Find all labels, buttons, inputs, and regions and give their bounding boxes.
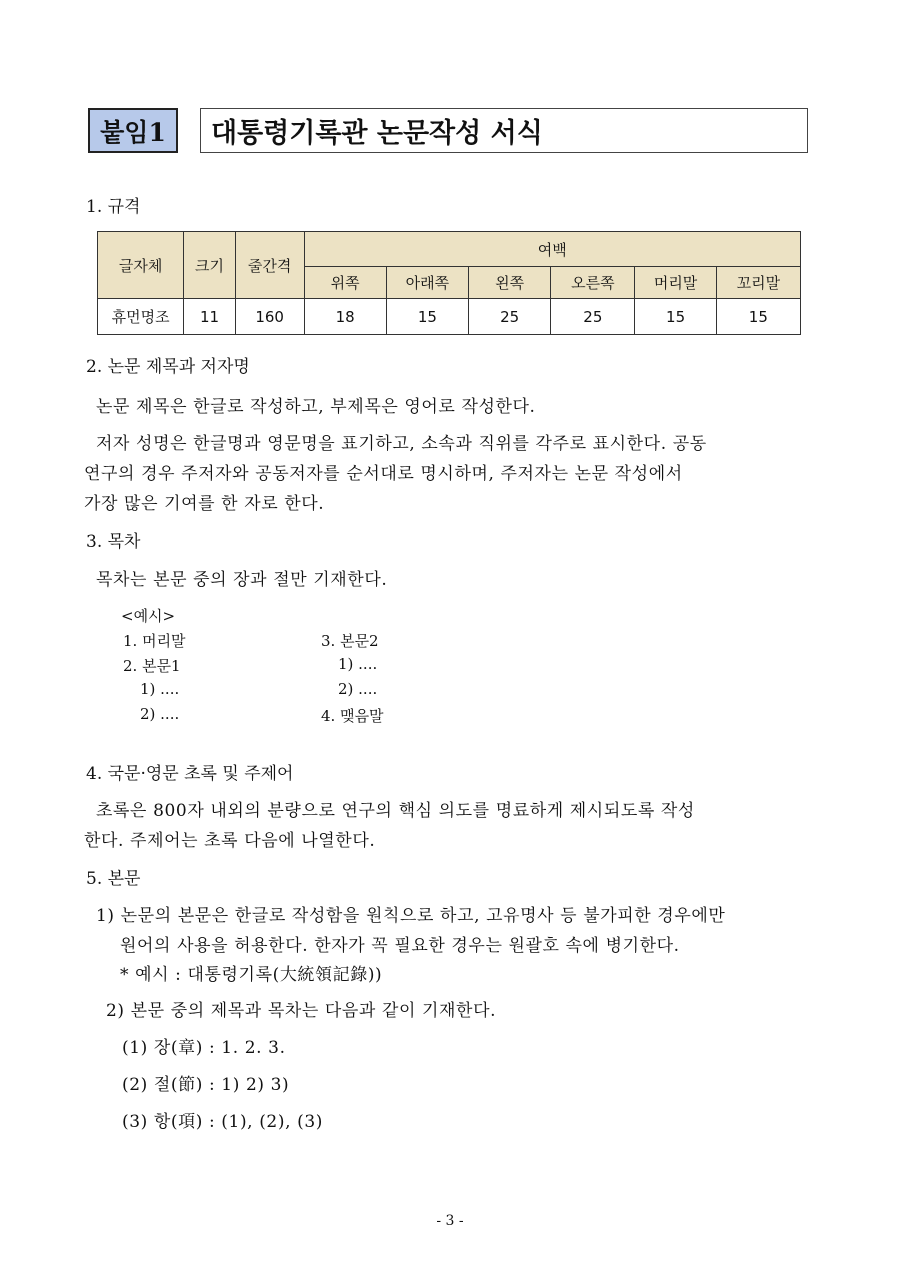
header-margin-footer: 꼬리말 bbox=[716, 267, 800, 299]
header-margin: 여백 bbox=[304, 232, 800, 267]
header-margin-left: 왼쪽 bbox=[469, 267, 551, 299]
cell-margin-header: 15 bbox=[635, 299, 716, 335]
toc-example-item: 2) .... bbox=[338, 680, 378, 698]
section-2-paragraph-2-line-1: 저자 성명은 한글명과 영문명을 표기하고, 소속과 직위를 각주로 표시한다. 공동 bbox=[96, 434, 707, 454]
page-number: - 3 - bbox=[436, 1213, 464, 1229]
header-font: 글자체 bbox=[98, 232, 184, 299]
toc-example-item: 2. 본문1 bbox=[123, 657, 181, 675]
header-margin-header: 머리말 bbox=[635, 267, 716, 299]
toc-example-item: 1) .... bbox=[140, 680, 180, 698]
spec-table bbox=[97, 231, 801, 335]
attachment-tag: 붙임1 bbox=[88, 108, 178, 153]
section-5-item-2: 2) 본문 중의 제목과 목차는 다음과 같이 기재한다. bbox=[106, 1001, 497, 1021]
toc-example-item: 2) .... bbox=[140, 705, 180, 723]
cell-margin-footer: 15 bbox=[716, 299, 800, 335]
toc-example-item: 4. 맺음말 bbox=[321, 707, 384, 725]
section-5-item-1-line-2: 원어의 사용을 허용한다. 한자가 꼭 필요한 경우는 원괄호 속에 병기한다. bbox=[120, 936, 680, 956]
cell-line-spacing: 160 bbox=[235, 299, 304, 335]
section-1-heading: 1. 규격 bbox=[86, 197, 141, 217]
cell-margin-right: 25 bbox=[551, 299, 635, 335]
header-size: 크기 bbox=[184, 232, 235, 299]
section-5-subitem-2: (2) 절(節) : 1) 2) 3) bbox=[122, 1075, 290, 1095]
page-title: 대통령기록관 논문작성 서식 bbox=[200, 108, 808, 153]
section-4-line-1: 초록은 800자 내외의 분량으로 연구의 핵심 의도를 명료하게 제시되도록 작성 bbox=[96, 801, 695, 821]
section-2-paragraph-2-line-3: 가장 많은 기여를 한 자로 한다. bbox=[84, 494, 325, 514]
toc-example-item: 1) .... bbox=[338, 655, 378, 673]
header-line-spacing: 줄간격 bbox=[235, 232, 304, 299]
header-margin-top: 위쪽 bbox=[304, 267, 386, 299]
cell-margin-left: 25 bbox=[469, 299, 551, 335]
section-5-subitem-1: (1) 장(章) : 1. 2. 3. bbox=[122, 1038, 286, 1058]
header-margin-right: 오른쪽 bbox=[551, 267, 635, 299]
section-2-heading: 2. 논문 제목과 저자명 bbox=[86, 357, 250, 377]
toc-example-item: 3. 본문2 bbox=[321, 632, 379, 650]
cell-size: 11 bbox=[184, 299, 235, 335]
section-4-heading: 4. 국문·영문 초록 및 주제어 bbox=[86, 764, 294, 784]
section-2-paragraph-1: 논문 제목은 한글로 작성하고, 부제목은 영어로 작성한다. bbox=[96, 397, 536, 417]
section-4-line-2: 한다. 주제어는 초록 다음에 나열한다. bbox=[84, 831, 376, 851]
cell-margin-bottom: 15 bbox=[386, 299, 468, 335]
section-5-item-1-line-1: 1) 논문의 본문은 한글로 작성함을 원칙으로 하고, 고유명사 등 불가피한 경우에만 bbox=[96, 906, 726, 926]
section-5-heading: 5. 본문 bbox=[86, 869, 141, 889]
toc-example-label: <예시> bbox=[121, 607, 176, 625]
cell-margin-top: 18 bbox=[304, 299, 386, 335]
section-3-heading: 3. 목차 bbox=[86, 532, 141, 552]
section-3-paragraph: 목차는 본문 중의 장과 절만 기재한다. bbox=[96, 570, 388, 590]
toc-example-item: 1. 머리말 bbox=[123, 632, 186, 650]
cell-font: 휴먼명조 bbox=[98, 299, 184, 335]
section-2-paragraph-2-line-2: 연구의 경우 주저자와 공동저자를 순서대로 명시하며, 주저자는 논문 작성에서 bbox=[84, 464, 683, 484]
header-margin-bottom: 아래쪽 bbox=[386, 267, 468, 299]
section-5-item-1-example: * 예시 : 대통령기록(大統領記錄)) bbox=[120, 965, 383, 985]
section-5-subitem-3: (3) 항(項) : (1), (2), (3) bbox=[122, 1112, 323, 1132]
